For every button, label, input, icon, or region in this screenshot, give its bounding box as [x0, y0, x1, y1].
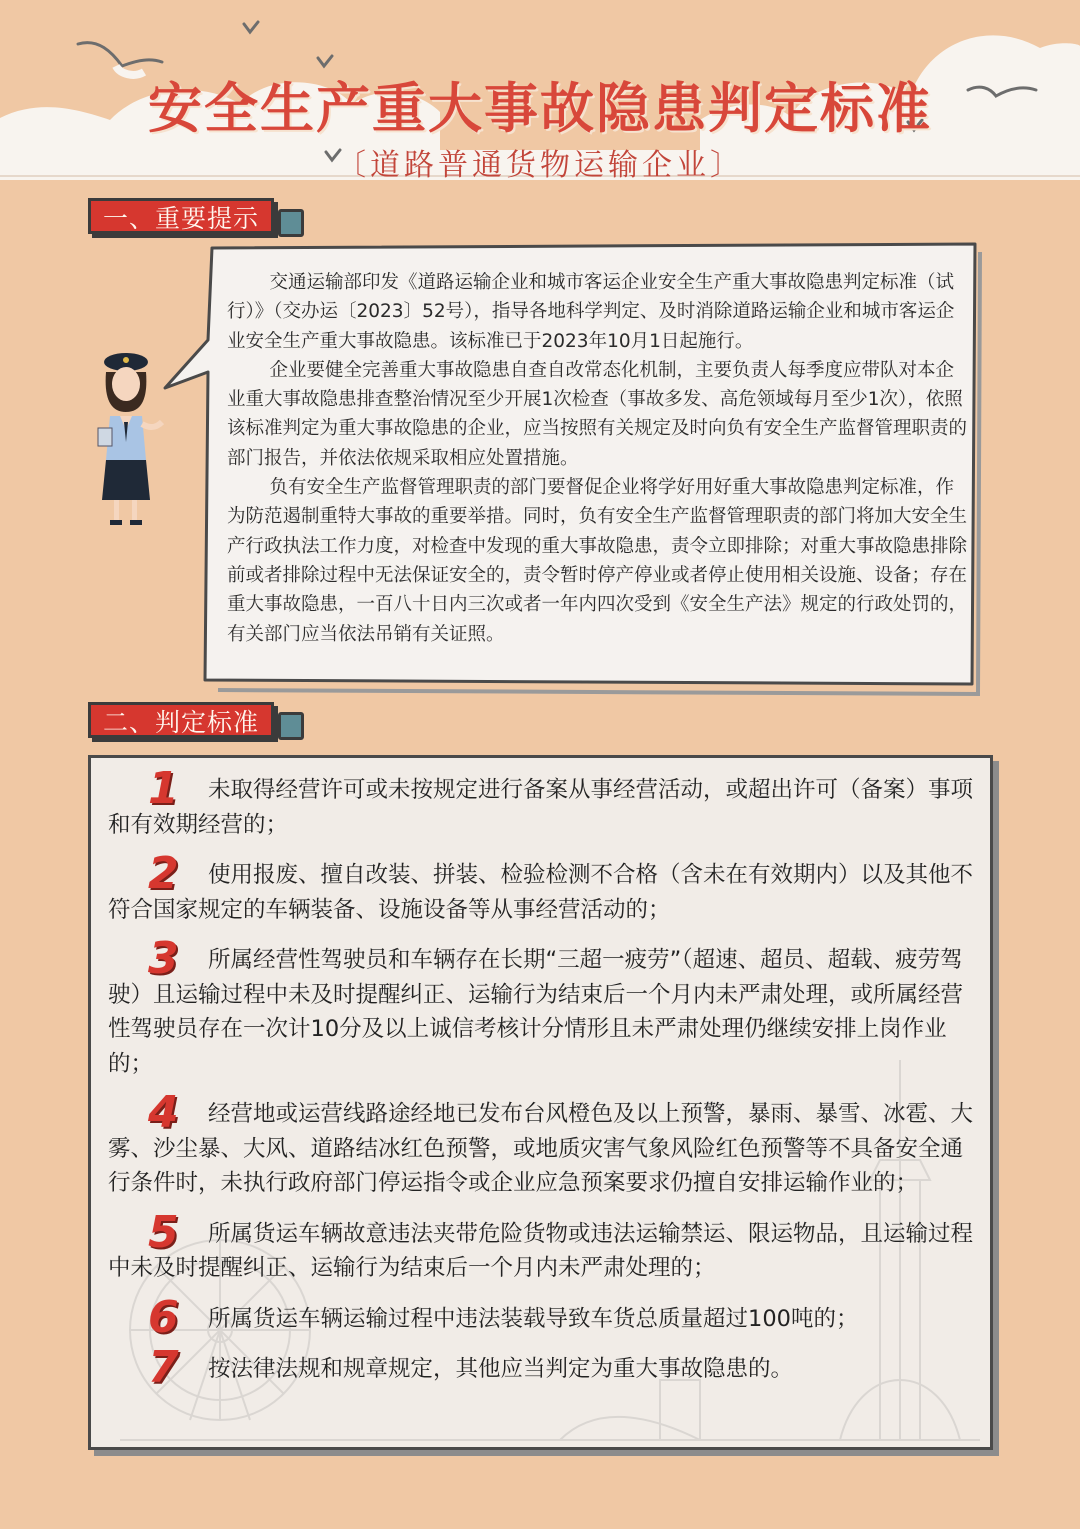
item-text: 所属经营性驾驶员和车辆存在长期“三超一疲劳”（超速、超员、超载、疲劳驾驶）且运输过程中未及时提醒纠正、运输行为结束后一个月内未严肃处理，或所属经营性驾驶员存在一次计10分及以上诚信考核计分情形且未严肃处理仍继续安排上岗作业的；	[108, 947, 964, 1077]
section-tag-standards: 二、判定标准	[88, 702, 274, 738]
list-item	[108, 1087, 978, 1201]
page-title: 安全生产重大事故隐患判定标准	[148, 76, 932, 140]
item-number: 7	[148, 1342, 179, 1393]
list-item	[108, 763, 978, 842]
section-tag-tips: 一、重要提示	[88, 198, 274, 234]
list-item	[108, 848, 978, 927]
list-item	[108, 933, 978, 1081]
item-text: 经营地或运营线路途经地已发布台风橙色及以上预警，暴雨、暴雪、冰雹、大雾、沙尘暴、大风、道路结冰红色预警，或地质灾害气象风险红色预警等不具备安全通行条件时，未执行政府部门停运指令或企业应急预案要求仍擅自安排运输作业的；	[108, 1101, 974, 1196]
item-number: 6	[148, 1291, 179, 1343]
list-item	[108, 1342, 978, 1393]
list-item	[108, 1206, 978, 1286]
item-text: 使用报废、擅自改装、拼装、检验检测不合格（含未在有效期内）以及其他不符合国家规定的车辆装备、设施设备等从事经营活动的；	[108, 862, 974, 923]
item-number: 5	[148, 1206, 179, 1258]
item-text: 未取得经营许可或未按规定进行备案从事经营活动，或超出许可（备案）事项和有效期经营的；	[108, 777, 974, 838]
item-text: 所属货运车辆故意违法夹带危险货物或违法运输禁运、限运物品，且运输过程中未及时提醒纠正、运输行为结束后一个月内未严肃处理的；	[108, 1220, 974, 1281]
standards-list	[108, 763, 978, 1403]
tips-paragraph: 企业要健全完善重大事故隐患自查自改常态化机制，主要负责人每季度应带队对本企业重大事故隐患排查整治情况至少开展1次检查（事故多发、高危领域每月至少1次），依照该标准判定为重大事故隐患的企业，应当按照有关规定及时向负有安全生产监督管理职责的部门报告，并依法依规采取相应处置措施。	[227, 359, 968, 469]
tips-paragraph: 负有安全生产监督管理职责的部门要督促企业将学好用好重大事故隐患判定标准，作为防范遏制重特大事故的重要举措。同时，负有安全生产监督管理职责的部门将加大安全生产行政执法工作力度，对检查中发现的重大事故隐患，责令立即排除；对重大事故隐患排除前或者排除过程中无法保证安全的，责令暂时停产停业或者停止使用相关设施、设备；存在重大事故隐患，一百八十日内三次或者一年内四次受到《安全生产法》规定的行政处罚的，有关部门应当依法吊销有关证照。	[227, 477, 968, 645]
item-number: 3	[148, 933, 179, 984]
page-subtitle: 〔道路普通货物运输企业〕	[336, 148, 744, 183]
list-item	[108, 1291, 978, 1343]
item-text: 按法律法规和规章规定，其他应当判定为重大事故隐患的。	[208, 1356, 794, 1382]
item-number: 2	[148, 848, 179, 899]
item-text: 所属货运车辆运输过程中违法装载导致车货总质量超过100吨的；	[208, 1305, 859, 1332]
item-number: 1	[148, 763, 179, 814]
tips-paragraph: 交通运输部印发《道路运输企业和城市客运企业安全生产重大事故隐患判定标准（试行）》（交办运〔2023〕52号），指导各地科学判定、及时消除道路运输企业和城市客运企业安全生产重大事故隐患。该标准已于2023年10月1日起施行。	[227, 272, 955, 352]
item-number: 4	[148, 1087, 179, 1138]
